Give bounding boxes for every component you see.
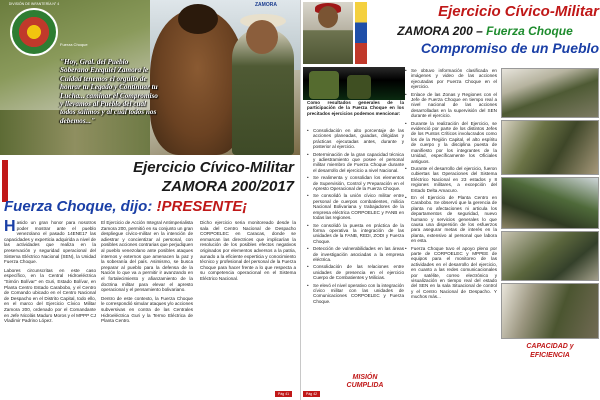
right-page [300, 0, 600, 400]
text-column-3 [200, 220, 296, 285]
event-photo-3 [501, 177, 599, 229]
soldier-photo [303, 2, 353, 64]
event-photo-1 [501, 68, 599, 118]
text-column-1 [4, 220, 96, 327]
venezuela-flag-icon [355, 2, 367, 64]
title-red-part: !PRESENTE¡ [156, 198, 248, 215]
unit-emblem-icon [10, 8, 58, 56]
event-photo-5 [501, 283, 599, 339]
right-title-line3: Compromiso de un Pueblo [420, 40, 599, 56]
list-item: • Se realimenta y consolidan los elementos de Supervisión, Control y Preparación en el Apresto Operacional de la Fuerza Choque. [307, 175, 404, 191]
event-photo-2 [501, 120, 599, 175]
article-title-line1: Ejercicio Cívico-Militar [133, 159, 294, 176]
mision-cumplida-caption: MISIÓN CUMPLIDA [346, 374, 384, 389]
title-accent-bar [2, 160, 8, 202]
results-list-1 [307, 128, 404, 306]
article-title-line3 [4, 198, 300, 215]
title-green-part: Fuerza Choque [486, 24, 573, 38]
paragraph: Dicho ejercicio seria monitoreado desde la sala del Centro Nacional de Despacho CORPOELEC en Caracas, donde se enmarcan las directrices que implicarían la resolución de los posibles efectos negativos originados por elementos adversos a la patria, aunado a la eficiente experticia y conocimiento técnico y profesional del personal de la Fuerza Choque para hacer frente a lo que respecta a su competencia operacional en el Sistema Eléctrico Nacional. [200, 220, 296, 281]
title-black-part: ZAMORA 200 – [397, 24, 483, 38]
vehicles-photo [303, 67, 405, 100]
emblem-text: DIVISIÓN DE INFANTERÍA N° 4 [8, 2, 60, 6]
list-item: • Fuerza Choque tuvo el apoyo pleno por parte de CORPOELEC y MPPEE de equipos para el monitoreo de las actividades en el desarrollo del ejercicio, en cuanto a las redes comunicacionales por satélite, correo electrónico y visualización en tiempo real del estado del SEN en la sala Situacional de control y el Centro Nacional de Despacho. Y muchos más... [405, 246, 497, 300]
article-title-line2: ZAMORA 200/2017 [162, 178, 294, 195]
capacidad-caption: CAPACIDAD y EFICIENCIA [526, 343, 574, 359]
list-item: • Se obtuvo información clasificada en imágenes y video de las acciones ejecutadas por Fuerza Choque en el ejercicio. [405, 68, 497, 90]
page-number: Pág 41 [275, 391, 292, 397]
paragraph: asido un gran honor para nosotros poder mostrar ante el pueblo venezolano el pasado 14ENE17 las capacidades y experticia adquirida a nivel de las actividades que realiza en la preservación y seguridad operacional del Sistema Eléctrico Nacional (SEN), la Unidad Fuerza Choque. [4, 220, 96, 265]
results-list-2 [405, 68, 497, 302]
title-blue-part: Fuerza Choque, dijo: [4, 198, 153, 215]
emblem-subtitle: Fuerza Choque [60, 42, 88, 47]
event-photo-4 [501, 231, 599, 281]
paragraph: El Ejercicio de Acción Integral Antimperialista Zamora 200, permitió en su conjunto un gran despliegue cívico-militar en la intención de adiestrar y concientizar al personal, con posibles acciones contrarias que perjudiquen al pueblo venezolano ante posibles ataques internos y externos que amenacen la paz y la soberanía del país. Asimismo, se busca preparar al pueblo para la defensa de la Nación lo que va a permitir ir avanzando en el fortalecimiento y afianzamiento de la doctrina militar para elevar el apresto operacional y el pensamiento bolivariano. [101, 220, 193, 293]
list-item: • Se consolidó la unión cívico militar entre personal de cuerpos combatientes, milicia Nacional Bolivariana y trabajadores de la empresa eléctrica CORPOELEC y FANB en todas las regiones. [307, 193, 404, 220]
list-item: • Consolidación en alto porcentaje de las acciones planeadas, guiadas, dirigidas y prácticas ejecutadas antes, durante y posterior al ejercicio. [307, 128, 404, 150]
text-column-2 [101, 220, 193, 327]
right-title-line2 [371, 24, 599, 38]
list-item: • Detección de vulnerabilidades en las áreas de investigación asociadas a la empresa eléctrica. [307, 246, 404, 262]
paragraph: Labores circunscritas en este caso específico, en la Central Hidroeléctrica "Simón Bolívar" en Guri, Estado Bolívar, en Planta Centro Estado Carabobo, y el Centro de Comando ubicado en el Centro Nacional de Despacho en el Distrito Capital, todo ello, en el marco del Ejercicio Cívico Militar Zamora 200, ordenado por el Comandante en Jefe Nicolás Maduro Moros y el MPPP CJ Vladimir Padrino López. [4, 267, 96, 324]
page-number: Pág 42 [303, 391, 320, 397]
list-item: • Durante la realización del Ejercicio, se evidenció por parte de los distintos Jefes de los Puntos Críticos involucrados como los de la Región Capital, el alto espíritu de cuerpo y la disciplina puesta de manifiesto por los integrantes de la Unidad, específicamente los Oficiales antiguos. [405, 121, 497, 164]
results-intro: Como resultados generales de la participación de la Fuerza Choque en los precitados ejercicios podemos mencionar: [307, 100, 404, 116]
paragraph: Dentro de este contexto, la Fuerza Choque le correspondió simular ataques y/o acciones subversivas en contra de las Centrales Hidroeléctrica Guri y la Termo Eléctrica de Planta Centro. [101, 295, 193, 324]
list-item: • Enlace de las Zonas y Regiones con el Jefe de Fuerza Choque en tiempo real a nivel nacional de las acciones desarrolladas en la supervisión del SEN durante el ejercicio. [405, 92, 497, 119]
hero-quote: "Hoy, Gral. del Pueblo Soberano Ezequiel Zamora le Cuidad tenemos el orgullo de honrar tu Legado y Continuar tu Lucha... caminar el Compromiso y llevamos al Pueblo del cual todos salimos y al cual todos nos debemos..." [60, 58, 158, 125]
list-item: • Consolidación de las relaciones entre unidades de presencia en el ejercicio Cuerpo de Combatientes y Milicias. [307, 264, 404, 280]
dropcap: H [4, 218, 16, 235]
list-item: • Se elevó el nivel operativo con la integración cívico militar con las unidades de Comunicaciones CORPOELEC y Fuerza Choque. [307, 283, 404, 305]
list-item: • Se consolidó la puesta en práctica de la forma operativa la integración de las unidades de la FANB, REDI, ZODI y Fuerza Choque. [307, 223, 404, 245]
list-item: • Determinación de la gran capacidad técnica y adiestramiento que posee el personal militar miembro de Fuerza Choque durante el desarrollo del ejercicio a nivel Nacional. [307, 152, 404, 174]
list-item: • Durante el desarrollo del ejercicio, fueron cubiertas las Operaciones del Sistema Eléctrico Nacional en 23 estados y 8 regiones militares, a excepción del Estado Delta Amacuro. [405, 166, 497, 193]
list-item: • En el Ejercicio de Planta Centro en Carabobo. Se observó que la gerencia de planta no afectaciones ni articula los departamentos de seguridad, nuevo humano y servicios generales lo que causa una dispersión de los esfuerzos para asegurar metas de interés en la planta, extensivo al personal que labora en esta. [405, 195, 497, 244]
right-title-line1: Ejercicio Cívico-Militar [438, 3, 599, 20]
zamora-logo: ZAMORA [255, 2, 277, 8]
